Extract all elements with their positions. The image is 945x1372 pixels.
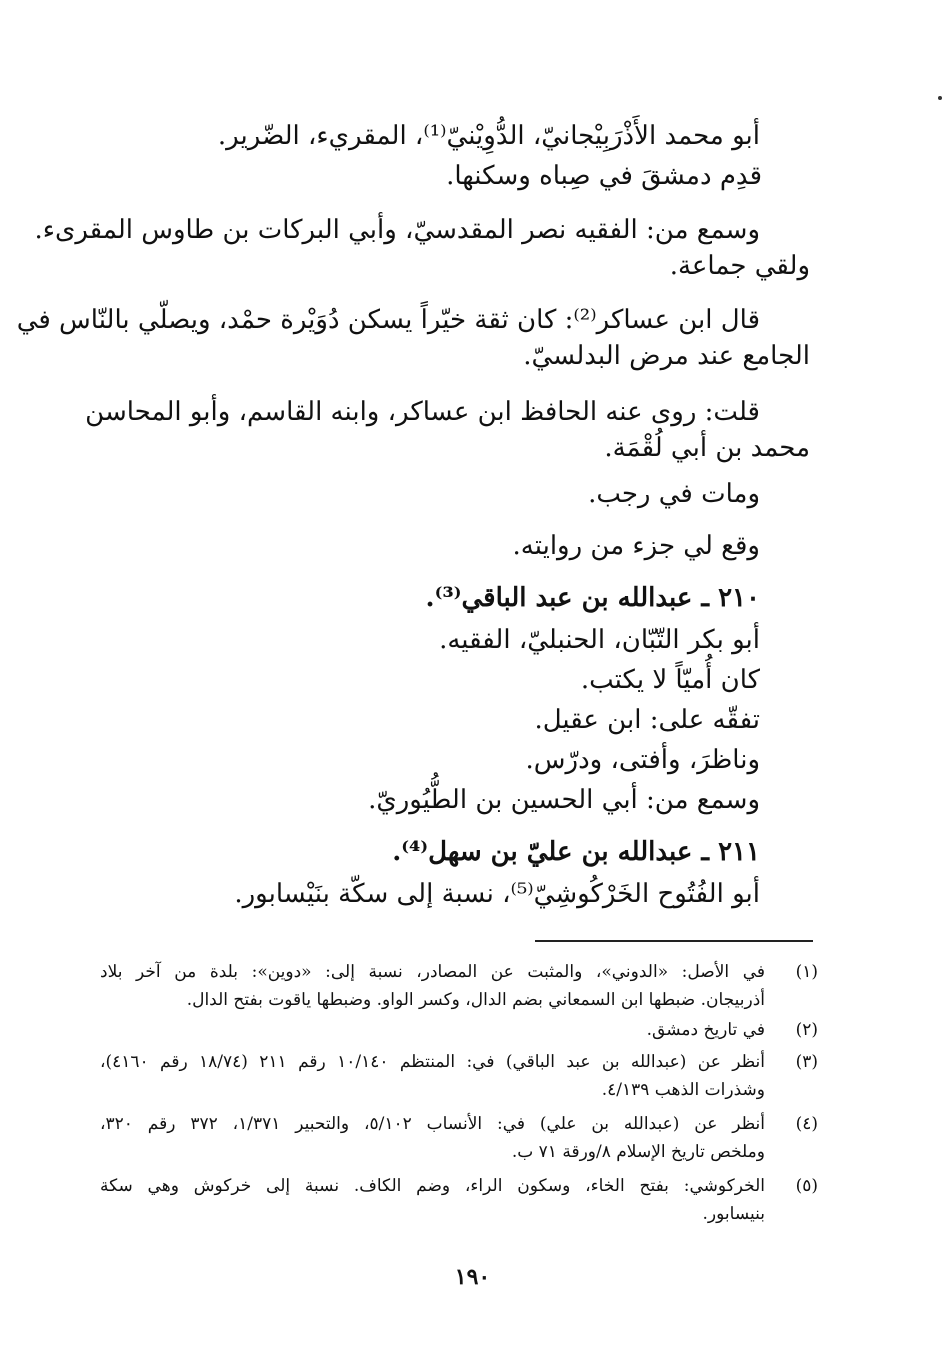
footnote-line: بنيسابور. [702,1204,765,1224]
text-line: قال ابن عساكر⁽²⁾: كان ثقة خيّراً يسكن دُوَيْرة حمْد، ويصلّي بالنّاس في [16,305,760,335]
text-line: ولقي جماعة. [669,251,810,281]
footnote-number: (٣) [795,1052,818,1072]
footnote-number: (٤) [795,1114,818,1134]
text-line: تفقّه على: ابن عقيل. [534,705,760,735]
footnote-number: (٥) [795,1176,818,1196]
footnote-line: أنظر عن (عبدالله بن عبد الباقي) في: المنتظم ١٠/١٤٠ رقم ٢١١ (١٨/٧٤ رقم ٤١٦٠)، [100,1052,765,1072]
footnote-separator [535,940,813,942]
footnote-number: (١) [795,962,818,982]
text-line: ومات في رجب. [588,479,760,509]
entry-heading-210: ٢١٠ ـ عبدالله بن عبد الباقي⁽³⁾. [425,583,760,613]
text-line: كان أُميّاً لا يكتب. [580,665,760,695]
text-line: الجامع عند مرض البدلسيّ. [523,341,810,371]
text-line: وقع لي جزء من روايته. [512,531,760,561]
footnote-line: وملخص تاريخ الإسلام ٨/ورقة ٧١ ب. [511,1142,765,1162]
text-line: قلت: روى عنه الحافظ ابن عساكر، وابنه القاسم، وأبو المحاسن [85,397,760,427]
text-line: وسمع من: الفقيه نصر المقدسيّ، وأبي البركات بن طاوس المقرىء. [34,215,760,245]
text-line: أبو بكر التّبّان، الحنبليّ، الفقيه. [439,625,760,655]
page-number: ١٩٠ [454,1264,491,1290]
margin-dot [938,96,942,100]
text-line: قدِم دمشقَ في صِباه وسكنها. [446,161,762,191]
text-line: وناظرَ، وأفتى، ودرّس. [525,745,760,775]
footnote-line: أنظر عن (عبدالله بن علي) في: الأنساب ٥/١٠٢، والتحبير ١/٣٧١، ٣٧٢ رقم ٣٢٠، [100,1114,766,1134]
footnote-line: في الأصل: «الدوني»، والمثبت عن المصادر، نسبة إلى: «دوين»: بلدة من آخر بلاد [100,962,765,982]
footnote-line: في تاريخ دمشق. [646,1020,765,1040]
text-line: وسمع من: أبي الحسين بن الطُّيُوريّ. [368,785,760,815]
entry-heading-211: ٢١١ ـ عبدالله بن عليّ بن سهل⁽⁴⁾. [392,837,760,867]
text-line: أبو الفُتُوح الخَرْكُوشِيّ⁽⁵⁾، نسبة إلى سكّة بنَيْسابور. [234,879,760,909]
footnote-number: (٢) [795,1020,818,1040]
text-line: محمد بن أبي لُقْمَة. [604,433,810,463]
footnote-line: وشذرات الذهب ٤/١٣٩. [601,1080,765,1100]
footnote-line: الخركوشي: بفتح الخاء، وسكون الراء، وضم الكاف. نسبة إلى خركوش وهي سكة [100,1176,765,1196]
text-line: أبو محمد الأَذْرَبِيْجانيّ، الدُّوِيْنيّ⁽¹⁾، المقريء، الضّرير. [217,121,760,151]
footnote-line: أذربيجان. ضبطها ابن السمعاني بضم الدال، وكسر الواو. وضبطها ياقوت بفتح الدال. [186,990,765,1010]
